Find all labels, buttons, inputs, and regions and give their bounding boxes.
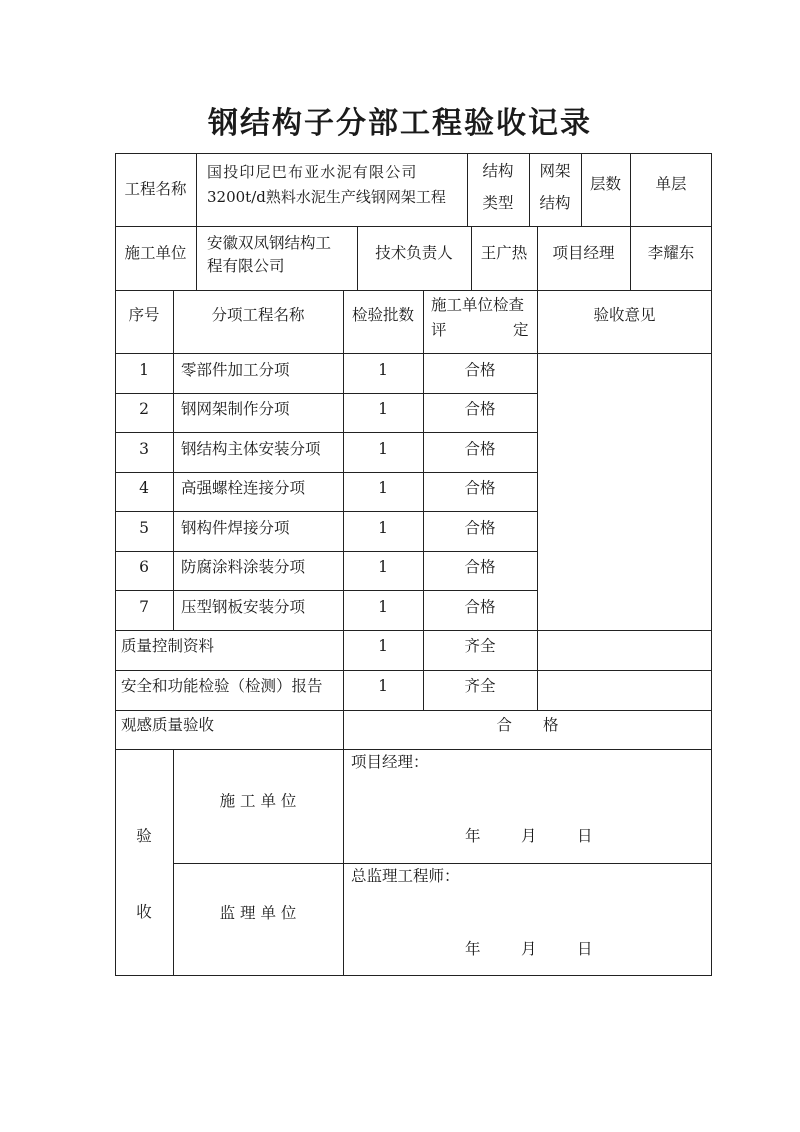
pm-value: 李耀东 (647, 244, 695, 262)
row-no: 1 (139, 361, 149, 379)
quality-control-batches: 1 (378, 637, 388, 655)
row-name: 钢结构主体安装分项 (181, 440, 321, 458)
row-name: 高强螺栓连接分项 (181, 479, 306, 497)
project-name-line2: 3200t/d熟料水泥生产线钢网架工程 (207, 188, 446, 206)
visual-quality-label: 观感质量验收 (121, 716, 215, 734)
col-opinion-header: 验收意见 (593, 306, 656, 324)
structure-type-label-1: 结构 (482, 162, 514, 180)
row-no: 4 (139, 479, 149, 497)
supervisor-sign-label: 总监理工程师： (351, 867, 460, 885)
visual-quality-result: 合 格 (496, 716, 559, 734)
supervisor-date-month: 月 (521, 940, 537, 958)
row-batches: 1 (378, 361, 388, 379)
col-no-header: 序号 (128, 306, 160, 324)
row-name: 钢构件焊接分项 (181, 519, 290, 537)
col-eval-header-line2b: 定 (513, 321, 529, 339)
row-batches: 1 (378, 440, 388, 458)
row-batches: 1 (378, 519, 388, 537)
row-no: 7 (139, 598, 149, 616)
document-title: 钢结构子分部工程验收记录 (208, 106, 592, 141)
acceptance-supervisor-label: 监 理 单 位 (219, 904, 297, 922)
safety-report-label: 安全和功能检验（检测）报告 (121, 677, 323, 695)
acceptance-label-1: 验 (136, 827, 152, 845)
row-name: 零部件加工分项 (181, 361, 290, 379)
acceptance-table (115, 153, 712, 976)
contractor-date-year: 年 (465, 827, 481, 845)
row-no: 5 (139, 519, 149, 537)
supervisor-date-year: 年 (465, 940, 481, 958)
row-result: 合格 (464, 440, 496, 458)
contractor-date-month: 月 (521, 827, 537, 845)
row-batches: 1 (378, 479, 388, 497)
safety-report-batches: 1 (378, 677, 388, 695)
contractor-date-day: 日 (577, 827, 593, 845)
col-batches-header: 检验批数 (351, 306, 414, 324)
supervisor-date-day: 日 (577, 940, 593, 958)
structure-type-value-1: 网架 (539, 162, 571, 180)
contractor-line2: 程有限公司 (207, 257, 285, 275)
quality-control-result: 齐全 (464, 637, 496, 655)
row-batches: 1 (378, 400, 388, 418)
row-no: 3 (139, 440, 149, 458)
col-eval-header-line1: 施工单位检查 (431, 296, 525, 314)
row-result: 合格 (464, 400, 496, 418)
row-result: 合格 (464, 558, 496, 576)
floors-label: 层数 (589, 175, 621, 193)
row-result: 合格 (464, 361, 496, 379)
tech-lead-value: 王广热 (480, 244, 528, 262)
floors-value: 单层 (655, 175, 687, 193)
pm-label: 项目经理 (552, 244, 615, 262)
row-no: 6 (139, 558, 149, 576)
row-name: 防腐涂料涂装分项 (181, 558, 306, 576)
row-name: 压型钢板安装分项 (181, 598, 306, 616)
quality-control-label: 质量控制资料 (121, 637, 215, 655)
row-result: 合格 (464, 479, 496, 497)
contractor-pm-sign-label: 项目经理： (351, 753, 429, 771)
row-result: 合格 (464, 519, 496, 537)
contractor-label: 施工单位 (124, 244, 187, 262)
row-name: 钢网架制作分项 (181, 400, 290, 418)
row-no: 2 (139, 400, 149, 418)
acceptance-contractor-label: 施 工 单 位 (219, 792, 297, 810)
project-name-label: 工程名称 (124, 180, 187, 198)
row-batches: 1 (378, 598, 388, 616)
safety-report-result: 齐全 (464, 677, 496, 695)
project-name-line1: 国投印尼巴布亚水泥有限公司 (207, 163, 418, 181)
contractor-line1: 安徽双凤钢结构工 (207, 234, 332, 252)
col-eval-header-line2a: 评 (431, 321, 447, 339)
row-batches: 1 (378, 558, 388, 576)
tech-lead-label: 技术负责人 (375, 244, 453, 262)
col-name-header: 分项工程名称 (211, 306, 305, 324)
acceptance-label-2: 收 (136, 903, 152, 921)
structure-type-label-2: 类型 (482, 194, 514, 212)
row-result: 合格 (464, 598, 496, 616)
structure-type-value-2: 结构 (539, 194, 571, 212)
